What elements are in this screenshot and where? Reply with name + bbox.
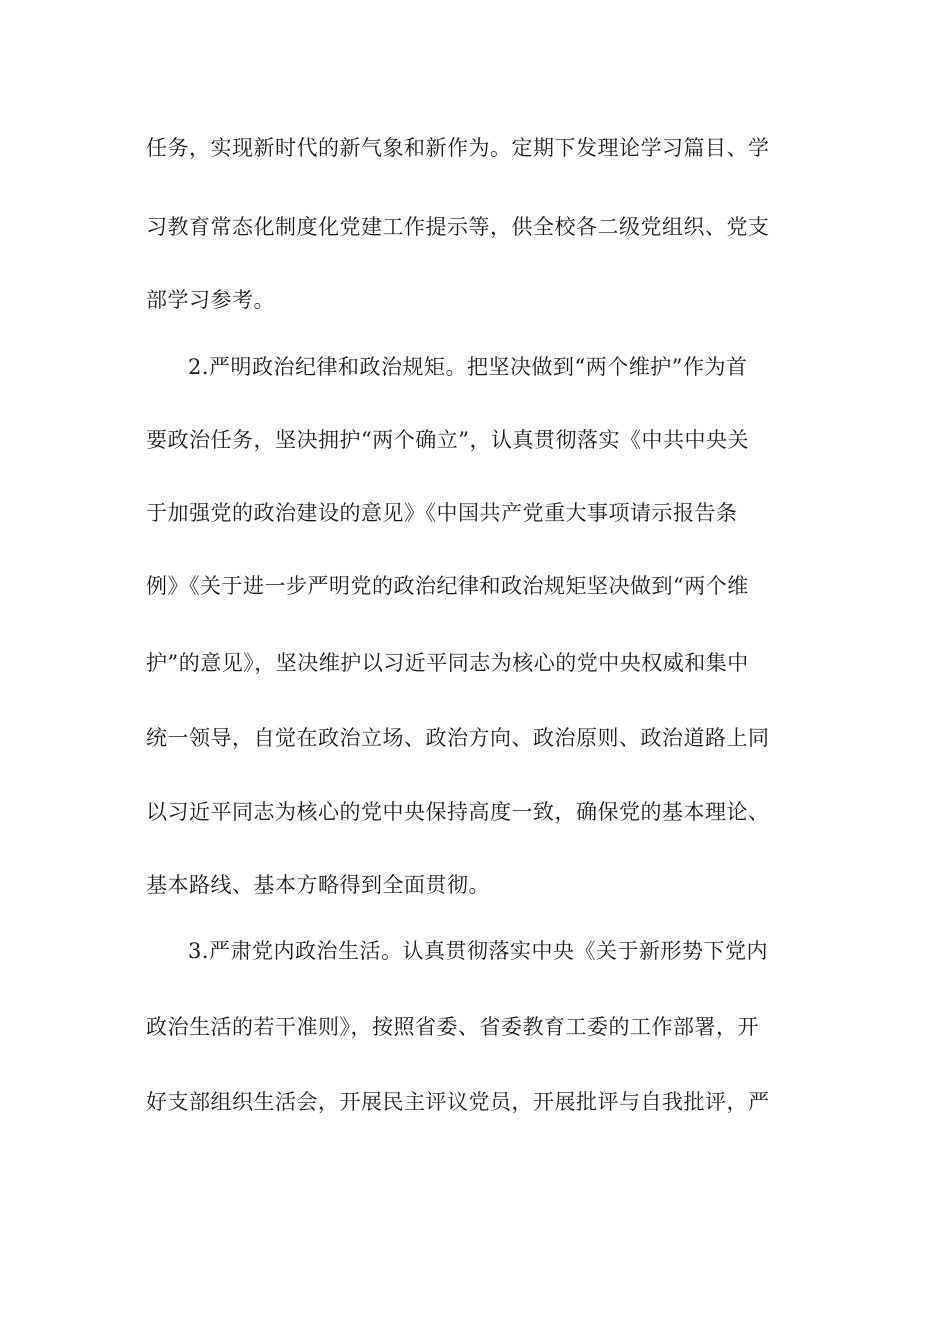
paragraph-line: 以习近平同志为核心的党中央保持高度一致，确保党的基本理论、	[146, 800, 770, 824]
paragraph-line: 政治生活的若干准则》，按照省委、省委教育工委的工作部署，开	[146, 1015, 759, 1039]
paragraph-line: 好支部组织生活会，开展民主评议党员，开展批评与自我批评，严	[146, 1090, 770, 1114]
paragraph-line: 任务，实现新时代的新气象和新作为。定期下发理论学习篇目、学	[146, 136, 770, 160]
paragraph-line: 2.严明政治纪律和政治规矩。把坚决做到“两个维护”作为首	[188, 355, 748, 379]
paragraph-line: 要政治任务，坚决拥护“两个确立”，认真贯彻落实《中共中央关	[146, 428, 749, 452]
paragraph-line: 统一领导，自觉在政治立场、政治方向、政治原则、政治道路上同	[146, 726, 770, 750]
paragraph-line: 护”的意见》，坚决维护以习近平同志为核心的党中央权威和集中	[146, 651, 749, 675]
paragraph-line: 部学习参考。	[146, 288, 275, 312]
paragraph-line: 于加强党的政治建设的意见》《中国共产党重大事项请示报告条	[146, 501, 738, 525]
paragraph-line: 例》《关于进一步严明党的政治纪律和政治规矩坚决做到“两个维	[146, 574, 749, 598]
paragraph-line: 基本路线、基本方略得到全面贯彻。	[146, 873, 490, 897]
paragraph-line: 习教育常态化制度化党建工作提示等，供全校各二级党组织、党支	[146, 215, 770, 239]
paragraph-line: 3.严肃党内政治生活。认真贯彻落实中央《关于新形势下党内	[188, 939, 769, 963]
